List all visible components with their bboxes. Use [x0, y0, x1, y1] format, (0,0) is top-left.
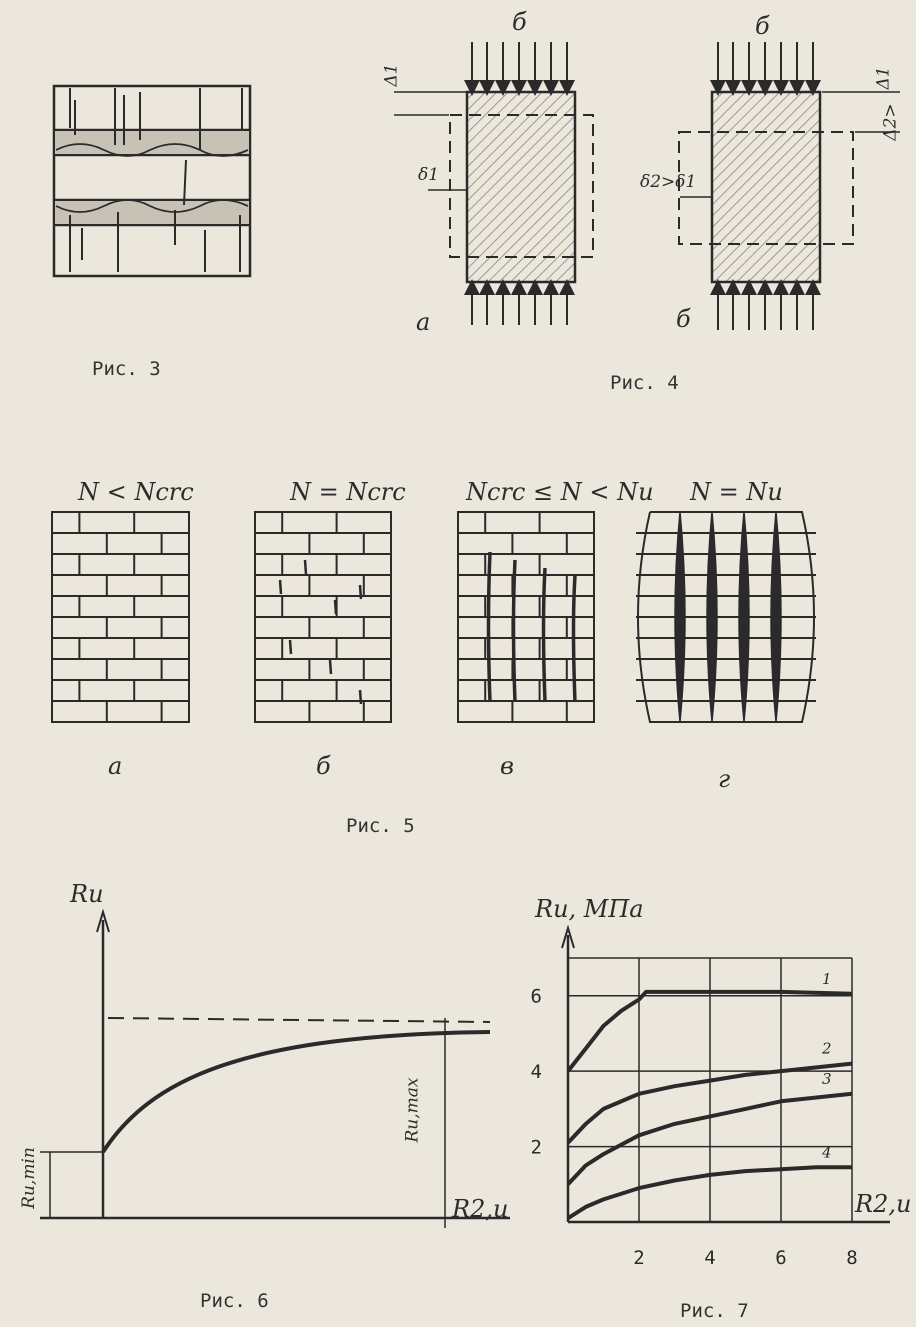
fig6-caption: Рис. 6 — [200, 1290, 269, 1312]
fig7-xlabel: R2,u — [855, 1190, 912, 1218]
fig5-condition-b: N = Ncrc — [290, 478, 406, 506]
fig7-series-3 — [568, 1094, 852, 1185]
fig5-wall-3 — [458, 512, 594, 722]
fig7-series-1 — [568, 992, 852, 1071]
fig5-wall-2 — [255, 512, 391, 722]
fig3-caption: Рис. 3 — [92, 358, 161, 380]
fig4-label-top-right: б — [755, 12, 770, 40]
fig4-label-a: а — [416, 308, 431, 336]
fig4-label-bottom-right: б — [676, 305, 691, 333]
fig7-y-tick: 6 — [530, 985, 542, 1008]
fig6-ymax-label: Rи,max — [402, 1077, 423, 1143]
fig6-xlabel: R2,u — [452, 1195, 509, 1223]
fig5-condition-c: Ncrc ≤ N < Nu — [466, 478, 654, 506]
fig4-delta2: Δ2> — [880, 103, 901, 141]
fig4-delta1-left: Δ1 — [381, 63, 402, 87]
fig7-series-label-1: 1 — [822, 969, 832, 988]
fig6-ylabel: Rи — [70, 880, 104, 908]
fig7-grid — [568, 958, 852, 1222]
fig7-series-2 — [568, 1064, 852, 1143]
fig7-series-4 — [568, 1167, 852, 1218]
fig5-condition-a: N < Ncrc — [78, 478, 194, 506]
fig7-x-tick: 4 — [704, 1247, 716, 1269]
fig7-caption: Рис. 7 — [680, 1300, 749, 1322]
fig7-y-arrow — [562, 928, 574, 948]
fig6-curve — [103, 1032, 490, 1152]
fig5-label-b: б — [316, 752, 331, 780]
fig6-ymin-label: Rи,min — [18, 1147, 39, 1209]
fig7-series-label-2: 2 — [822, 1039, 832, 1058]
fig5-wall-4 — [636, 512, 816, 722]
fig5-label-a: а — [108, 752, 123, 780]
fig7-x-tick: 2 — [633, 1247, 645, 1269]
fig5-wall-1 — [52, 512, 189, 722]
fig7-series-label-3: 3 — [822, 1069, 832, 1088]
fig7-y-tick: 2 — [530, 1136, 542, 1159]
fig5-condition-d: N = Nu — [690, 478, 783, 506]
fig4-caption: Рис. 4 — [610, 372, 679, 394]
fig7-ylabel: Rи, МПа — [535, 895, 644, 923]
fig5-label-d: г — [718, 765, 731, 793]
fig4-delta-small-left: δ1 — [418, 165, 440, 185]
fig4-delta1-right: Δ1 — [873, 66, 894, 90]
fig7-y-tick: 4 — [530, 1061, 542, 1084]
fig7-x-tick: 6 — [775, 1247, 787, 1269]
fig7-x-tick: 8 — [846, 1247, 858, 1269]
fig7-series-label-4: 4 — [822, 1143, 832, 1162]
fig4-delta-small-right: δ2>δ1 — [640, 172, 697, 192]
fig5-label-c: в — [500, 752, 514, 780]
fig5-caption: Рис. 5 — [346, 815, 415, 837]
fig4-label-top-left: б — [512, 8, 527, 36]
